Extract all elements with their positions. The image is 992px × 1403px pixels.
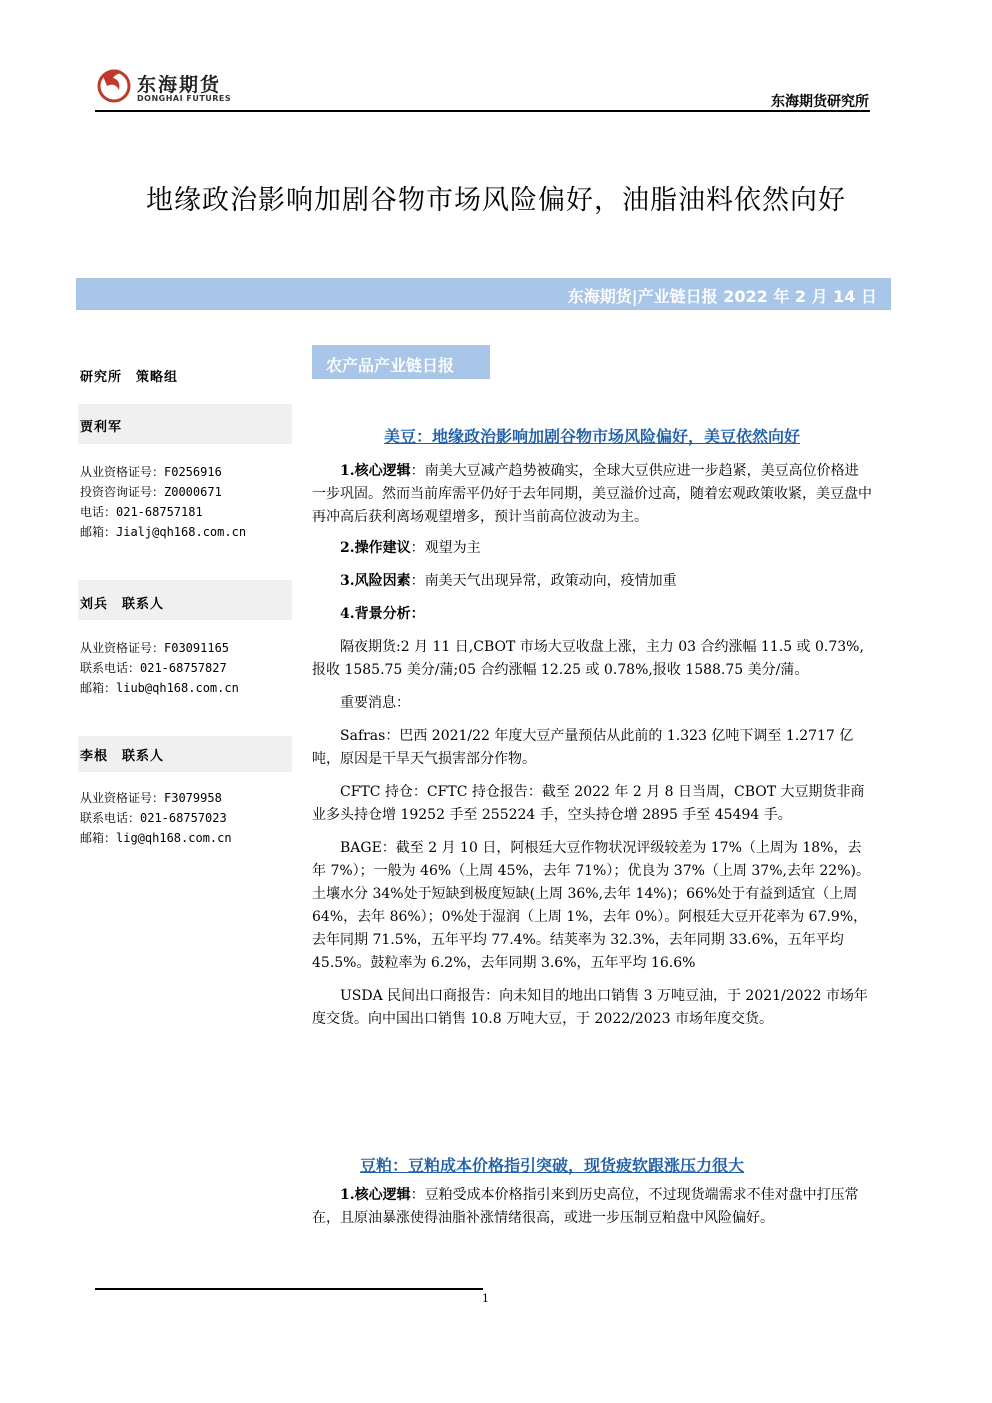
soymeal-body xyxy=(312,1184,872,1230)
news-safras: Safras：巴西 2021/22 年度大豆产量预估从此前的 1.323 亿吨下调至 1.2717 亿吨，原因是干旱天气损害部分作物。 xyxy=(312,728,854,767)
analyst-contact: 从业资格证号：F3079958 联系电话：021-68757023 邮箱：lig@qh168.com.cn xyxy=(80,788,292,848)
page-number: 1 xyxy=(482,1292,489,1305)
logo-text-en: DONGHAI FUTURES xyxy=(137,94,232,103)
report-banner xyxy=(76,278,891,310)
news-cftc: CFTC 持仓：CFTC 持仓报告：截至 2022 年 2 月 8 日当周，CBOT 大豆期货非商业多头持仓增 19252 手至 255224 手，空头持仓增 2895 手至 45494 手。 xyxy=(312,784,865,823)
email-link[interactable]: 邮箱：liub@qh168.com.cn xyxy=(80,681,239,695)
core-logic: 1.核心逻辑：南美大豆减产趋势被确实，全球大豆供应进一步趋紧，美豆高位价格进一步巩固。然而当前库需平仍好于去年同期，美豆溢价过高，随着宏观政策收紧，美豆盘中再冲高后获利离场观望增多，预计当前高位波动为主。 xyxy=(312,463,872,525)
section-title-soymeal[interactable]: 豆粕：豆粕成本价格指引突破，现货疲软跟涨压力很大 xyxy=(359,1156,744,1175)
soybean-body xyxy=(312,460,872,1031)
logo-text-cn: 东海期货 xyxy=(137,74,222,96)
core-logic: 1.核心逻辑：豆粕受成本价格指引来到历史高位，不过现货端需求不佳对盘中打压常在，且原油暴涨使得油脂补涨情绪很高，或进一步压制豆粕盘中风险偏好。 xyxy=(312,1187,859,1226)
banner-text: 东海期货|产业链日报 2022 年 2 月 14 日 xyxy=(567,287,877,306)
email-link[interactable]: 邮箱：Jialj@qh168.com.cn xyxy=(80,525,247,539)
news-heading: 重要消息： xyxy=(340,695,410,711)
overnight-futures: 隔夜期货:2 月 11 日,CBOT 市场大豆收盘上涨，主力 03 合约涨幅 11.5 或 0.73%,报收 1585.75 美分/蒲;05 合约涨幅 12.25 或 0.78%,报收 1588.75 美分/蒲。 xyxy=(312,639,864,678)
analyst-contact: 从业资格证号：F03091165 联系电话：021-68757827 邮箱：liub@qh168.com.cn xyxy=(80,638,292,698)
company-logo xyxy=(95,62,235,112)
risk-factors: 3.风险因素：南美天气出现异常，政策动向，疫情加重 xyxy=(340,573,677,589)
analyst-contact: 从业资格证号：F0256916 投资咨询证号：Z0000671 电话：021-68757181 邮箱：Jialj@qh168.com.cn xyxy=(80,462,292,542)
institute-name: 东海期货研究所 xyxy=(771,94,869,110)
footer-divider xyxy=(95,1288,483,1290)
section-title-soybean[interactable]: 美豆：地缘政治影响加剧谷物市场风险偏好，美豆依然向好 xyxy=(383,427,800,446)
header-divider xyxy=(95,110,870,112)
analyst-name: 贾利军 xyxy=(80,420,123,435)
analyst-name: 李根 联系人 xyxy=(80,749,165,764)
analyst-name: 刘兵 联系人 xyxy=(80,597,165,612)
section-tag-label: 农产品产业链日报 xyxy=(326,356,455,375)
report-title: 地缘政治影响加剧谷物市场风险偏好，油脂油料依然向好 xyxy=(146,185,846,216)
dept-label: 研究所 策略组 xyxy=(80,370,179,385)
trade-advice: 2.操作建议：观望为主 xyxy=(340,540,481,556)
news-usda: USDA 民间出口商报告：向未知目的地出口销售 3 万吨豆油，于 2021/2022 市场年度交货。向中国出口销售 10.8 万吨大豆，于 2022/2023 市场年度交货。 xyxy=(312,988,868,1027)
background-heading: 4.背景分析： xyxy=(340,606,425,622)
section-tag xyxy=(312,345,490,379)
email-link[interactable]: 邮箱：lig@qh168.com.cn xyxy=(80,831,232,845)
news-bage: BAGE：截至 2 月 10 日，阿根廷大豆作物状况评级较差为 17%（上周为 18%，去年 7%）；一般为 46%（上周 45%，去年 71%）；优良为 37%（上周 37%,去年 22%)。土壤水分 34%处于短缺到极度短缺(上周 36%,去年 14%)；66%处于有益到适宜（上周 64%，去年 86%）；0%处于湿润（上周 1%，去年 0%）。阿根廷大豆开花率为 67.9%，去年同期 71.5%，五年平均 77.4%。结荚率为 32.3%，去年同期 33.6%，五年平均 45.5%。鼓粒率为 6.2%，去年同期 3.6%，五年平均 16.6% xyxy=(312,840,870,971)
dragon-logo-icon xyxy=(95,64,133,104)
